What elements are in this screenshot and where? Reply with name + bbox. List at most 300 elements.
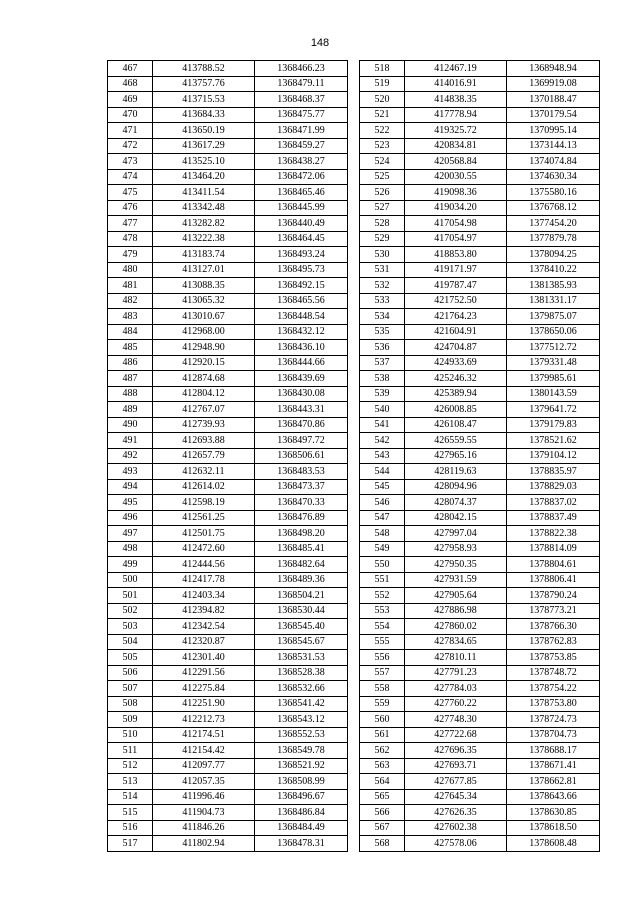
table-row bbox=[360, 665, 600, 681]
point-number-cell: 498 bbox=[108, 541, 153, 557]
y-coordinate-cell: 1368440.49 bbox=[255, 216, 348, 232]
x-coordinate-cell: 412767.07 bbox=[153, 402, 255, 418]
table-row bbox=[360, 92, 600, 108]
y-coordinate-cell: 1380143.59 bbox=[507, 386, 600, 402]
table-row bbox=[108, 557, 348, 573]
table-row bbox=[360, 572, 600, 588]
x-coordinate-cell: 427905.64 bbox=[405, 588, 507, 604]
table-row bbox=[108, 154, 348, 170]
x-coordinate-cell: 425246.32 bbox=[405, 371, 507, 387]
point-number-cell: 477 bbox=[108, 216, 153, 232]
point-number-cell: 504 bbox=[108, 634, 153, 650]
x-coordinate-cell: 417778.94 bbox=[405, 107, 507, 123]
x-coordinate-cell: 427602.38 bbox=[405, 820, 507, 836]
point-number-cell: 552 bbox=[360, 588, 405, 604]
x-coordinate-cell: 412394.82 bbox=[153, 603, 255, 619]
x-coordinate-cell: 419787.47 bbox=[405, 278, 507, 294]
x-coordinate-cell: 412154.42 bbox=[153, 743, 255, 759]
y-coordinate-cell: 1378829.03 bbox=[507, 479, 600, 495]
y-coordinate-cell: 1368443.31 bbox=[255, 402, 348, 418]
x-coordinate-cell: 414838.35 bbox=[405, 92, 507, 108]
x-coordinate-cell: 412632.11 bbox=[153, 464, 255, 480]
x-coordinate-cell: 412561.25 bbox=[153, 510, 255, 526]
y-coordinate-cell: 1368485.41 bbox=[255, 541, 348, 557]
y-coordinate-cell: 1368473.37 bbox=[255, 479, 348, 495]
x-coordinate-cell: 419171.97 bbox=[405, 262, 507, 278]
x-coordinate-cell: 412739.93 bbox=[153, 417, 255, 433]
y-coordinate-cell: 1368471.99 bbox=[255, 123, 348, 139]
table-row bbox=[360, 526, 600, 542]
point-number-cell: 518 bbox=[360, 61, 405, 77]
table-row bbox=[360, 386, 600, 402]
x-coordinate-cell: 412693.88 bbox=[153, 433, 255, 449]
table-row bbox=[108, 231, 348, 247]
point-number-cell: 473 bbox=[108, 154, 153, 170]
point-number-cell: 481 bbox=[108, 278, 153, 294]
y-coordinate-cell: 1379104.12 bbox=[507, 448, 600, 464]
y-coordinate-cell: 1374074.84 bbox=[507, 154, 600, 170]
x-coordinate-cell: 427696.35 bbox=[405, 743, 507, 759]
x-coordinate-cell: 427810.11 bbox=[405, 650, 507, 666]
table-body bbox=[108, 61, 348, 852]
point-number-cell: 497 bbox=[108, 526, 153, 542]
point-number-cell: 506 bbox=[108, 665, 153, 681]
point-number-cell: 467 bbox=[108, 61, 153, 77]
table-row bbox=[360, 278, 600, 294]
table-row bbox=[108, 464, 348, 480]
x-coordinate-cell: 427886.98 bbox=[405, 603, 507, 619]
y-coordinate-cell: 1368470.33 bbox=[255, 495, 348, 511]
point-number-cell: 558 bbox=[360, 681, 405, 697]
table-row bbox=[360, 712, 600, 728]
table-row bbox=[108, 479, 348, 495]
table-row bbox=[108, 107, 348, 123]
table-row bbox=[360, 820, 600, 836]
y-coordinate-cell: 1378410.22 bbox=[507, 262, 600, 278]
x-coordinate-cell: 427997.04 bbox=[405, 526, 507, 542]
point-number-cell: 507 bbox=[108, 681, 153, 697]
table-row bbox=[360, 557, 600, 573]
point-number-cell: 529 bbox=[360, 231, 405, 247]
table-row bbox=[108, 758, 348, 774]
table-row bbox=[360, 293, 600, 309]
point-number-cell: 503 bbox=[108, 619, 153, 635]
table-row bbox=[360, 262, 600, 278]
table-row bbox=[360, 479, 600, 495]
x-coordinate-cell: 413010.67 bbox=[153, 309, 255, 325]
y-coordinate-cell: 1379985.61 bbox=[507, 371, 600, 387]
y-coordinate-cell: 1379641.72 bbox=[507, 402, 600, 418]
x-coordinate-cell: 427784.03 bbox=[405, 681, 507, 697]
point-number-cell: 533 bbox=[360, 293, 405, 309]
table-row bbox=[108, 789, 348, 805]
y-coordinate-cell: 1368530.44 bbox=[255, 603, 348, 619]
y-coordinate-cell: 1379179.83 bbox=[507, 417, 600, 433]
y-coordinate-cell: 1368448.54 bbox=[255, 309, 348, 325]
point-number-cell: 555 bbox=[360, 634, 405, 650]
table-row bbox=[108, 262, 348, 278]
point-number-cell: 524 bbox=[360, 154, 405, 170]
point-number-cell: 500 bbox=[108, 572, 153, 588]
table-row bbox=[108, 76, 348, 92]
x-coordinate-cell: 427760.22 bbox=[405, 696, 507, 712]
point-number-cell: 559 bbox=[360, 696, 405, 712]
point-number-cell: 502 bbox=[108, 603, 153, 619]
point-number-cell: 546 bbox=[360, 495, 405, 511]
x-coordinate-cell: 412417.78 bbox=[153, 572, 255, 588]
x-coordinate-cell: 413282.82 bbox=[153, 216, 255, 232]
point-number-cell: 480 bbox=[108, 262, 153, 278]
y-coordinate-cell: 1378671.41 bbox=[507, 758, 600, 774]
y-coordinate-cell: 1368543.12 bbox=[255, 712, 348, 728]
table-row bbox=[108, 92, 348, 108]
table-row bbox=[108, 727, 348, 743]
table-row bbox=[360, 588, 600, 604]
x-coordinate-cell: 412598.19 bbox=[153, 495, 255, 511]
table-row bbox=[108, 293, 348, 309]
y-coordinate-cell: 1373144.13 bbox=[507, 138, 600, 154]
x-coordinate-cell: 426559.55 bbox=[405, 433, 507, 449]
y-coordinate-cell: 1378748.72 bbox=[507, 665, 600, 681]
y-coordinate-cell: 1370188.47 bbox=[507, 92, 600, 108]
y-coordinate-cell: 1368439.69 bbox=[255, 371, 348, 387]
y-coordinate-cell: 1377512.72 bbox=[507, 340, 600, 356]
y-coordinate-cell: 1368476.89 bbox=[255, 510, 348, 526]
y-coordinate-cell: 1378806.41 bbox=[507, 572, 600, 588]
y-coordinate-cell: 1369919.08 bbox=[507, 76, 600, 92]
y-coordinate-cell: 1370995.14 bbox=[507, 123, 600, 139]
x-coordinate-cell: 419325.72 bbox=[405, 123, 507, 139]
point-number-cell: 538 bbox=[360, 371, 405, 387]
point-number-cell: 532 bbox=[360, 278, 405, 294]
point-number-cell: 471 bbox=[108, 123, 153, 139]
table-row bbox=[108, 836, 348, 852]
point-number-cell: 484 bbox=[108, 324, 153, 340]
y-coordinate-cell: 1368948.94 bbox=[507, 61, 600, 77]
point-number-cell: 539 bbox=[360, 386, 405, 402]
x-coordinate-cell: 413222.38 bbox=[153, 231, 255, 247]
table-row bbox=[108, 805, 348, 821]
y-coordinate-cell: 1378630.85 bbox=[507, 805, 600, 821]
y-coordinate-cell: 1368504.21 bbox=[255, 588, 348, 604]
y-coordinate-cell: 1378753.80 bbox=[507, 696, 600, 712]
x-coordinate-cell: 427965.16 bbox=[405, 448, 507, 464]
y-coordinate-cell: 1378754.22 bbox=[507, 681, 600, 697]
point-number-cell: 527 bbox=[360, 200, 405, 216]
point-number-cell: 512 bbox=[108, 758, 153, 774]
table-row bbox=[108, 634, 348, 650]
table-row bbox=[360, 309, 600, 325]
table-row bbox=[360, 758, 600, 774]
table-row bbox=[360, 355, 600, 371]
table-row bbox=[360, 154, 600, 170]
point-number-cell: 511 bbox=[108, 743, 153, 759]
y-coordinate-cell: 1368506.61 bbox=[255, 448, 348, 464]
y-coordinate-cell: 1378773.21 bbox=[507, 603, 600, 619]
table-row bbox=[108, 138, 348, 154]
point-number-cell: 508 bbox=[108, 696, 153, 712]
table-row bbox=[360, 61, 600, 77]
table-row bbox=[360, 247, 600, 263]
y-coordinate-cell: 1378650.06 bbox=[507, 324, 600, 340]
point-number-cell: 492 bbox=[108, 448, 153, 464]
y-coordinate-cell: 1378762.83 bbox=[507, 634, 600, 650]
x-coordinate-cell: 421604.91 bbox=[405, 324, 507, 340]
y-coordinate-cell: 1378608.48 bbox=[507, 836, 600, 852]
table-row bbox=[360, 603, 600, 619]
table-row bbox=[360, 231, 600, 247]
x-coordinate-cell: 412251.90 bbox=[153, 696, 255, 712]
x-coordinate-cell: 426008.85 bbox=[405, 402, 507, 418]
x-coordinate-cell: 412342.54 bbox=[153, 619, 255, 635]
point-number-cell: 541 bbox=[360, 417, 405, 433]
y-coordinate-cell: 1368545.40 bbox=[255, 619, 348, 635]
y-coordinate-cell: 1368549.78 bbox=[255, 743, 348, 759]
point-number-cell: 568 bbox=[360, 836, 405, 852]
x-coordinate-cell: 428042.15 bbox=[405, 510, 507, 526]
point-number-cell: 525 bbox=[360, 169, 405, 185]
y-coordinate-cell: 1377879.78 bbox=[507, 231, 600, 247]
x-coordinate-cell: 412174.51 bbox=[153, 727, 255, 743]
point-number-cell: 560 bbox=[360, 712, 405, 728]
x-coordinate-cell: 427834.65 bbox=[405, 634, 507, 650]
point-number-cell: 510 bbox=[108, 727, 153, 743]
point-number-cell: 537 bbox=[360, 355, 405, 371]
y-coordinate-cell: 1368482.64 bbox=[255, 557, 348, 573]
point-number-cell: 550 bbox=[360, 557, 405, 573]
x-coordinate-cell: 427645.34 bbox=[405, 789, 507, 805]
table-row bbox=[360, 340, 600, 356]
x-coordinate-cell: 413757.76 bbox=[153, 76, 255, 92]
point-number-cell: 472 bbox=[108, 138, 153, 154]
table-row bbox=[108, 665, 348, 681]
y-coordinate-cell: 1378804.61 bbox=[507, 557, 600, 573]
table-row bbox=[108, 309, 348, 325]
table-row bbox=[108, 541, 348, 557]
table-row bbox=[360, 185, 600, 201]
table-row bbox=[360, 789, 600, 805]
point-number-cell: 496 bbox=[108, 510, 153, 526]
x-coordinate-cell: 412444.56 bbox=[153, 557, 255, 573]
point-number-cell: 514 bbox=[108, 789, 153, 805]
x-coordinate-cell: 412948.90 bbox=[153, 340, 255, 356]
table-row bbox=[360, 324, 600, 340]
x-coordinate-cell: 427578.06 bbox=[405, 836, 507, 852]
y-coordinate-cell: 1378790.24 bbox=[507, 588, 600, 604]
x-coordinate-cell: 413788.52 bbox=[153, 61, 255, 77]
x-coordinate-cell: 425389.94 bbox=[405, 386, 507, 402]
table-row bbox=[108, 185, 348, 201]
y-coordinate-cell: 1368531.53 bbox=[255, 650, 348, 666]
point-number-cell: 516 bbox=[108, 820, 153, 836]
x-coordinate-cell: 414016.91 bbox=[405, 76, 507, 92]
point-number-cell: 561 bbox=[360, 727, 405, 743]
x-coordinate-cell: 413525.10 bbox=[153, 154, 255, 170]
x-coordinate-cell: 427958.93 bbox=[405, 541, 507, 557]
point-number-cell: 517 bbox=[108, 836, 153, 852]
point-number-cell: 474 bbox=[108, 169, 153, 185]
y-coordinate-cell: 1378662.81 bbox=[507, 774, 600, 790]
point-number-cell: 551 bbox=[360, 572, 405, 588]
x-coordinate-cell: 412275.84 bbox=[153, 681, 255, 697]
point-number-cell: 483 bbox=[108, 309, 153, 325]
x-coordinate-cell: 427950.35 bbox=[405, 557, 507, 573]
x-coordinate-cell: 427748.30 bbox=[405, 712, 507, 728]
x-coordinate-cell: 412874.68 bbox=[153, 371, 255, 387]
x-coordinate-cell: 427722.68 bbox=[405, 727, 507, 743]
y-coordinate-cell: 1368498.20 bbox=[255, 526, 348, 542]
x-coordinate-cell: 412301.40 bbox=[153, 650, 255, 666]
table-row bbox=[108, 402, 348, 418]
x-coordinate-cell: 427860.02 bbox=[405, 619, 507, 635]
x-coordinate-cell: 411846.26 bbox=[153, 820, 255, 836]
x-coordinate-cell: 420834.81 bbox=[405, 138, 507, 154]
point-number-cell: 494 bbox=[108, 479, 153, 495]
x-coordinate-cell: 421764.23 bbox=[405, 309, 507, 325]
point-number-cell: 565 bbox=[360, 789, 405, 805]
table-body bbox=[360, 61, 600, 852]
point-number-cell: 547 bbox=[360, 510, 405, 526]
table-row bbox=[360, 76, 600, 92]
x-coordinate-cell: 412968.00 bbox=[153, 324, 255, 340]
point-number-cell: 482 bbox=[108, 293, 153, 309]
table-row bbox=[360, 696, 600, 712]
y-coordinate-cell: 1368465.56 bbox=[255, 293, 348, 309]
point-number-cell: 520 bbox=[360, 92, 405, 108]
point-number-cell: 468 bbox=[108, 76, 153, 92]
table-row bbox=[108, 681, 348, 697]
y-coordinate-cell: 1368545.67 bbox=[255, 634, 348, 650]
table-row bbox=[108, 61, 348, 77]
point-number-cell: 564 bbox=[360, 774, 405, 790]
table-row bbox=[360, 371, 600, 387]
point-number-cell: 488 bbox=[108, 386, 153, 402]
point-number-cell: 522 bbox=[360, 123, 405, 139]
x-coordinate-cell: 417054.98 bbox=[405, 216, 507, 232]
y-coordinate-cell: 1368436.10 bbox=[255, 340, 348, 356]
table-row bbox=[108, 526, 348, 542]
y-coordinate-cell: 1378822.38 bbox=[507, 526, 600, 542]
coordinates-table-right bbox=[359, 60, 600, 852]
x-coordinate-cell: 412212.73 bbox=[153, 712, 255, 728]
table-row bbox=[360, 510, 600, 526]
table-row bbox=[108, 340, 348, 356]
y-coordinate-cell: 1378814.09 bbox=[507, 541, 600, 557]
point-number-cell: 549 bbox=[360, 541, 405, 557]
table-row bbox=[108, 169, 348, 185]
table-row bbox=[360, 495, 600, 511]
x-coordinate-cell: 412403.34 bbox=[153, 588, 255, 604]
x-coordinate-cell: 411904.73 bbox=[153, 805, 255, 821]
y-coordinate-cell: 1368470.86 bbox=[255, 417, 348, 433]
point-number-cell: 521 bbox=[360, 107, 405, 123]
x-coordinate-cell: 428074.37 bbox=[405, 495, 507, 511]
y-coordinate-cell: 1378521.62 bbox=[507, 433, 600, 449]
table-row bbox=[108, 247, 348, 263]
table-row bbox=[360, 448, 600, 464]
y-coordinate-cell: 1368479.11 bbox=[255, 76, 348, 92]
point-number-cell: 540 bbox=[360, 402, 405, 418]
table-row bbox=[108, 712, 348, 728]
table-row bbox=[360, 123, 600, 139]
table-row bbox=[360, 619, 600, 635]
table-row bbox=[108, 603, 348, 619]
x-coordinate-cell: 412657.79 bbox=[153, 448, 255, 464]
table-row bbox=[108, 278, 348, 294]
y-coordinate-cell: 1368492.15 bbox=[255, 278, 348, 294]
x-coordinate-cell: 412097.77 bbox=[153, 758, 255, 774]
x-coordinate-cell: 413342.48 bbox=[153, 200, 255, 216]
point-number-cell: 531 bbox=[360, 262, 405, 278]
y-coordinate-cell: 1381385.93 bbox=[507, 278, 600, 294]
table-row bbox=[108, 355, 348, 371]
table-row bbox=[360, 200, 600, 216]
table-row bbox=[108, 216, 348, 232]
point-number-cell: 557 bbox=[360, 665, 405, 681]
x-coordinate-cell: 424704.87 bbox=[405, 340, 507, 356]
point-number-cell: 566 bbox=[360, 805, 405, 821]
point-number-cell: 528 bbox=[360, 216, 405, 232]
x-coordinate-cell: 427693.71 bbox=[405, 758, 507, 774]
y-coordinate-cell: 1368497.72 bbox=[255, 433, 348, 449]
point-number-cell: 499 bbox=[108, 557, 153, 573]
point-number-cell: 489 bbox=[108, 402, 153, 418]
x-coordinate-cell: 424933.69 bbox=[405, 355, 507, 371]
point-number-cell: 543 bbox=[360, 448, 405, 464]
table-row bbox=[108, 371, 348, 387]
point-number-cell: 535 bbox=[360, 324, 405, 340]
y-coordinate-cell: 1378837.49 bbox=[507, 510, 600, 526]
table-row bbox=[108, 743, 348, 759]
point-number-cell: 563 bbox=[360, 758, 405, 774]
x-coordinate-cell: 412804.12 bbox=[153, 386, 255, 402]
table-row bbox=[360, 169, 600, 185]
x-coordinate-cell: 412920.15 bbox=[153, 355, 255, 371]
point-number-cell: 553 bbox=[360, 603, 405, 619]
x-coordinate-cell: 412320.87 bbox=[153, 634, 255, 650]
point-number-cell: 509 bbox=[108, 712, 153, 728]
y-coordinate-cell: 1368444.66 bbox=[255, 355, 348, 371]
table-row bbox=[108, 774, 348, 790]
point-number-cell: 562 bbox=[360, 743, 405, 759]
y-coordinate-cell: 1379875.07 bbox=[507, 309, 600, 325]
y-coordinate-cell: 1378618.50 bbox=[507, 820, 600, 836]
point-number-cell: 469 bbox=[108, 92, 153, 108]
x-coordinate-cell: 419034.20 bbox=[405, 200, 507, 216]
point-number-cell: 513 bbox=[108, 774, 153, 790]
table-row bbox=[360, 681, 600, 697]
point-number-cell: 475 bbox=[108, 185, 153, 201]
table-row bbox=[108, 696, 348, 712]
point-number-cell: 567 bbox=[360, 820, 405, 836]
x-coordinate-cell: 412057.35 bbox=[153, 774, 255, 790]
table-row bbox=[108, 820, 348, 836]
point-number-cell: 548 bbox=[360, 526, 405, 542]
x-coordinate-cell: 427677.85 bbox=[405, 774, 507, 790]
table-row bbox=[360, 774, 600, 790]
y-coordinate-cell: 1376768.12 bbox=[507, 200, 600, 216]
x-coordinate-cell: 420030.55 bbox=[405, 169, 507, 185]
table-row bbox=[108, 650, 348, 666]
point-number-cell: 470 bbox=[108, 107, 153, 123]
x-coordinate-cell: 419098.36 bbox=[405, 185, 507, 201]
y-coordinate-cell: 1368472.06 bbox=[255, 169, 348, 185]
table-row bbox=[108, 123, 348, 139]
point-number-cell: 542 bbox=[360, 433, 405, 449]
x-coordinate-cell: 428119.63 bbox=[405, 464, 507, 480]
y-coordinate-cell: 1368465.46 bbox=[255, 185, 348, 201]
table-row bbox=[108, 448, 348, 464]
